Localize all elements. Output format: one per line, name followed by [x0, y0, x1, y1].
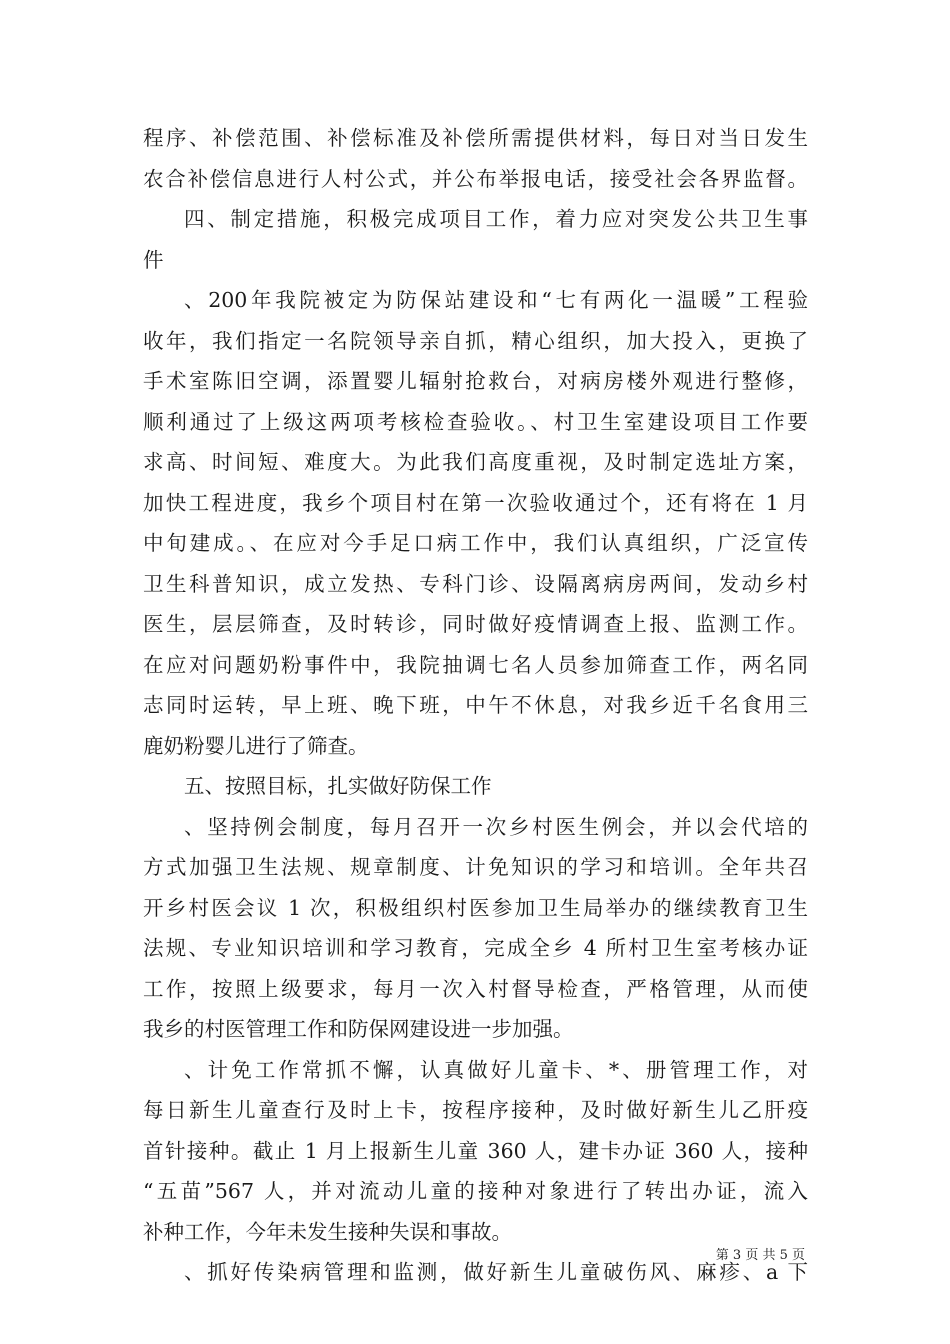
- text-line: 、坚持例会制度，每月召开一次乡村医生例会，并以会代培的: [184, 814, 808, 839]
- text-line: 中旬建成。、在应对今手足口病工作中，我们认真组织，广泛宣传: [143, 531, 808, 555]
- section-heading: 四、制定措施，积极完成项目工作，着力应对突发公共卫生事: [184, 207, 808, 231]
- text-line: 志同时运转，早上班、晚下班，中午不休息，对我乡近千名食用三: [143, 693, 808, 717]
- text-line: 首针接种。截止 1 月上报新生儿童 360 人，建卡办证 360 人，接种: [143, 1138, 808, 1163]
- text-line: 每日新生儿童查行及时上卡，按程序接种，及时做好新生儿乙肝疫: [143, 1098, 808, 1122]
- text-line: 方式加强卫生法规、规章制度、计免知识的学习和培训。全年共召: [143, 855, 808, 879]
- text-line: 、计免工作常抓不懈，认真做好儿童卡、*、册管理工作，对: [184, 1057, 808, 1082]
- text-line: 在应对问题奶粉事件中，我院抽调七名人员参加筛查工作，两名同: [143, 652, 808, 677]
- text-line: 补种工作，今年未发生接种失误和事故。: [143, 1219, 512, 1244]
- text-line: “五苗”567 人，并对流动儿童的接种对象进行了转出办证，流入: [143, 1179, 808, 1203]
- text-line: 我乡的村医管理工作和防保网建设进一步加强。: [143, 1017, 574, 1041]
- text-line: 农合补偿信息进行人村公式，并公布举报电话，接受社会各界监督。: [143, 166, 808, 191]
- text-line: 卫生科普知识，成立发热、专科门诊、设隔离病房两间，发动乡村: [143, 571, 808, 596]
- text-line: 收年，我们指定一名院领导亲自抓，精心组织，加大投入，更换了: [143, 328, 808, 353]
- text-line: 工作，按照上级要求，每月一次入村督导检查，严格管理，从而使: [143, 976, 808, 1001]
- page-number: 第 3 页 共 5 页: [715, 1248, 805, 1263]
- text-line: 医生，层层筛查，及时转诊，同时做好疫情调查上报、监测工作。: [143, 612, 808, 636]
- text-line: 开乡村医会议 1 次，积极组织村医参加卫生局举办的继续教育卫生: [143, 895, 808, 920]
- document-body: [143, 118, 808, 1293]
- text-line: 手术室陈旧空调，添置婴儿辐射抢救台，对病房楼外观进行整修，: [143, 369, 808, 393]
- text-line: 求高、时间短、难度大。为此我们高度重视，及时制定选址方案，: [143, 450, 808, 474]
- text-line: 法规、专业知识培训和学习教育，完成全乡 4 所村卫生室考核办证: [143, 936, 808, 960]
- section-heading: 五、按照目标，扎实做好防保工作: [184, 774, 492, 798]
- text-line: 加快工程进度，我乡个项目村在第一次验收通过个，还有将在 1 月: [143, 490, 808, 515]
- text-line: 程序、补偿范围、补偿标准及补偿所需提供材料，每日对当日发生: [143, 126, 808, 150]
- text-line: 顺利通过了上级这两项考核检查验收。、村卫生室建设项目工作要: [143, 409, 808, 434]
- section-heading-continuation: 件: [143, 247, 164, 272]
- text-line: 、抓好传染病管理和监测，做好新生儿童破伤风、麻疹、a 下: [184, 1260, 808, 1284]
- text-line: 、200年我院被定为防保站建设和“七有两化一温暖”工程验: [184, 288, 808, 312]
- text-line: 鹿奶粉婴儿进行了筛查。: [143, 733, 369, 758]
